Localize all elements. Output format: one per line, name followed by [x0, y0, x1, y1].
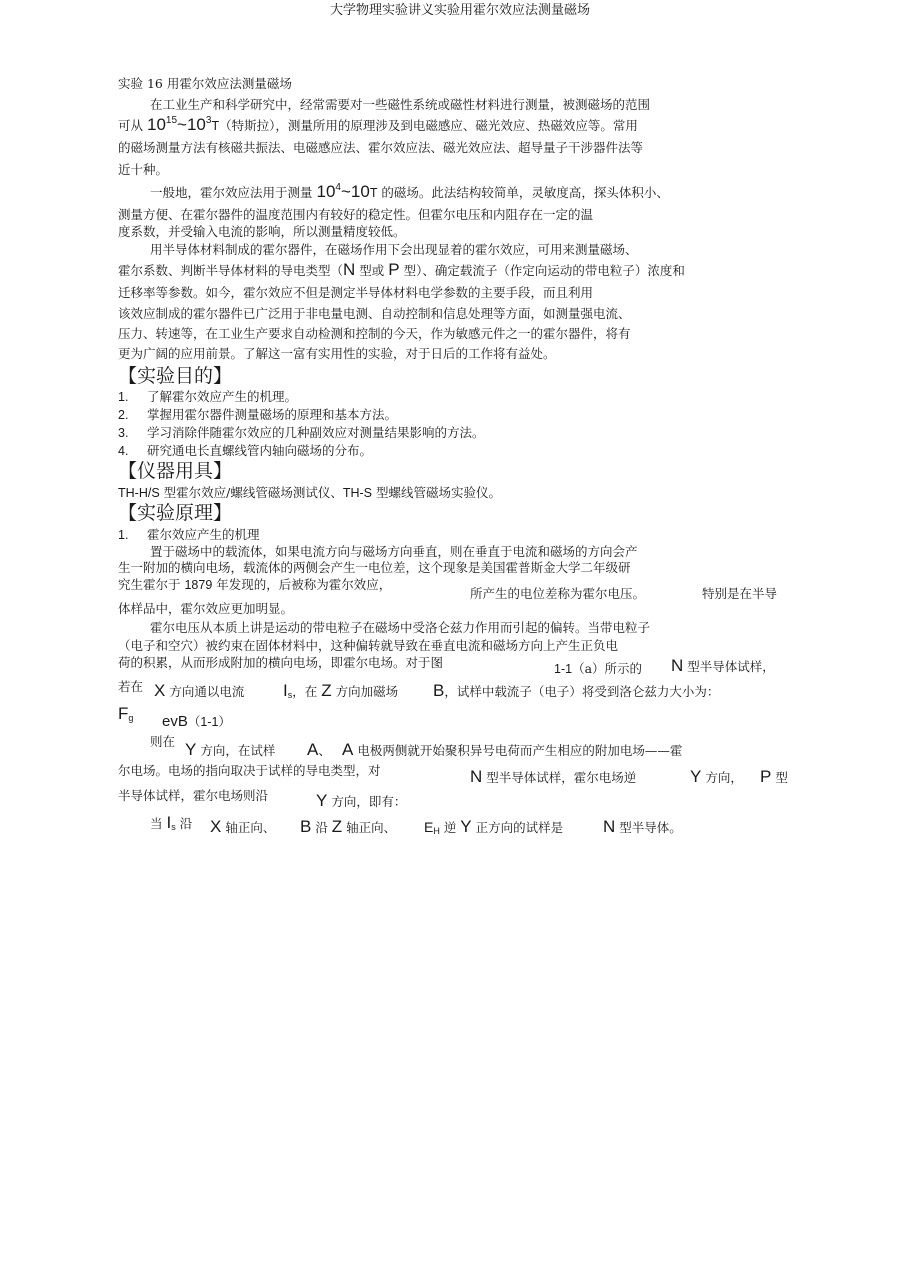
- principle-then: 则在: [150, 734, 176, 749]
- purpose-item-4-num: 4.: [118, 444, 129, 458]
- purpose-item-1: 了解霍尔效应产生的机理。: [147, 389, 298, 404]
- page-header-title: 大学物理实验讲义实验用霍尔效应法测量磁场: [329, 3, 590, 18]
- principle-p1-line-4: 体样品中，霍尔效应更加明显。: [118, 601, 294, 616]
- principle-p2-line-3-cont: 1-1（a）所示的: [554, 661, 643, 676]
- principle-p1-line-1: 置于磁场中的载流体，如果电流方向与磁场方向垂直，则在垂直于电流和磁场的方向会产: [150, 544, 638, 559]
- principle-line-6-b: A、: [307, 740, 331, 759]
- principle-p2-line-3: 荷的积累，从而形成附加的横向电场，即霍尔电场。对于图: [118, 655, 444, 670]
- para2-line-1: 一般地，霍尔效应法用于测量 $10^4\sim 10T$ 的磁场。此法结构较简单，灵敏度高，探头体积小、: [150, 182, 669, 201]
- principle-line-7-b: N 型半导体试样，霍尔电场逆: [470, 767, 637, 786]
- para3-line-1: 用半导体材料制成的霍尔器件，在磁场作用下会出现显着的霍尔效应，可用来测量磁场、: [150, 242, 638, 257]
- principle-subtitle: 霍尔效应产生的机理: [147, 527, 260, 542]
- purpose-item-4: 研究通电长直螺线管内轴向磁场的分布。: [147, 443, 373, 458]
- para3-line-3: 迁移率等参数。如今，霍尔效应不但是测定半导体材料电学参数的主要手段，而且利用: [118, 285, 594, 300]
- principle-p2-line-4: X 方向通以电流: [154, 681, 245, 700]
- para3-line-4: 该效应制成的霍尔器件已广泛用于非电量电测、自动控制和信息处理等方面，如测量强电流、: [118, 306, 631, 321]
- principle-line-9-c: B 沿 Z 轴正向、: [300, 817, 397, 836]
- purpose-item-2-num: 2.: [118, 408, 129, 422]
- lorentz-force-symbol: $F_g$: [118, 704, 134, 723]
- purpose-item-1-num: 1.: [118, 390, 129, 404]
- principle-p2-line-4-b: $I_s$，在 Z 方向加磁场: [283, 681, 399, 700]
- principle-p1-line-2: 生一附加的横向电场，载流体的两侧会产生一电位差，这个现象是美国霍普斯金大学二年级研: [118, 560, 631, 575]
- principle-p2-line-1: 霍尔电压从本质上讲是运动的带电粒子在磁场中受洛仑兹力作用而引起的偏转。当带电粒子: [150, 620, 651, 635]
- purpose-item-3: 学习消除伴随霍尔效应的几种副效应对测量结果影响的方法。: [147, 425, 485, 440]
- purpose-item-3-num: 3.: [118, 426, 129, 440]
- lorentz-formula: evB（1-1）: [162, 713, 231, 730]
- principle-line-7-c: Y 方向，: [690, 767, 743, 786]
- principle-p2-line-4-start: 若在: [118, 679, 144, 694]
- intro-line-3: 的磁场测量方法有核磁共振法、电磁感应法、霍尔效应法、磁光效应法、超导量子干涉器件法等: [118, 140, 644, 155]
- principle-p2-line-2: （电子和空穴）被约束在固体材料中，这种偏转就导致在垂直电流和磁场方向上产生正负电: [118, 638, 619, 653]
- section-heading-equipment: 【仪器用具】: [118, 460, 233, 482]
- principle-p2-line-4-c: B，试样中载流子（电子）将受到洛仑兹力大小为：: [433, 681, 720, 700]
- document-title: 实验 16 用霍尔效应法测量磁场: [118, 76, 292, 91]
- section-heading-purpose: 【实验目的】: [118, 365, 233, 387]
- para3-line-6: 更为广阔的应用前景。了解这一富有实用性的实验，对于日后的工作将有益处。: [118, 346, 556, 361]
- section-heading-principle: 【实验原理】: [118, 502, 233, 524]
- principle-sub-num: 1.: [118, 528, 129, 542]
- purpose-item-2: 掌握用霍尔器件测量磁场的原理和基本方法。: [147, 407, 398, 422]
- equipment-text: TH-H/S 型霍尔效应/螺线管磁场测试仪、TH-S 型螺线管磁场实验仪。: [118, 485, 502, 500]
- principle-line-9: 当 $I_s$ 沿: [150, 813, 193, 832]
- intro-line-1: 在工业生产和科学研究中，经常需要对一些磁性系统或磁性材料进行测量，被测磁场的范围: [150, 97, 651, 112]
- principle-line-6-c: A 电极两侧就开始聚积异号电荷而产生相应的附加电场——霍: [342, 740, 683, 759]
- principle-p1-line-3: 究生霍尔于 1879 年发现的，后被称为霍尔效应，: [118, 577, 392, 592]
- principle-line-7: 尔电场。电场的指向取决于试样的导电类型，对: [118, 763, 381, 778]
- principle-p1-line-3-cont: 所产生的电位差称为霍尔电压。: [470, 586, 646, 601]
- intro-line-4: 近十种。: [118, 162, 169, 177]
- para2-line-3: 度系数，并受输入电流的影响，所以测量精度较低。: [118, 224, 406, 239]
- principle-line-7-d: P 型: [760, 767, 788, 786]
- principle-line-8-b: Y 方向，即有：: [316, 791, 407, 810]
- principle-line-9-e: N 型半导体。: [603, 817, 682, 836]
- para2-line-2: 测量方便、在霍尔器件的温度范围内有较好的稳定性。但霍尔电压和内阻存在一定的温: [118, 207, 594, 222]
- principle-p1-line-3-tail: 特别是在半导: [702, 586, 778, 601]
- para3-line-5: 压力、转速等，在工业生产要求自动检测和控制的今天，作为敏感元件之一的霍尔器件，将有: [118, 326, 631, 341]
- principle-line-6: Y 方向，在试样: [185, 740, 276, 759]
- principle-p2-line-3-tail: N 型半导体试样，: [671, 656, 775, 675]
- principle-line-9-b: X 轴正向、: [210, 817, 276, 836]
- intro-line-2: 可从 $10^{15}\sim 10^3T$（特斯拉），测量所用的原理涉及到电磁感应、磁光效应、热磁效应等。常用: [118, 115, 638, 134]
- principle-line-8: 半导体试样，霍尔电场则沿: [118, 788, 269, 803]
- principle-line-9-d: $E_H$ 逆 Y 正方向的试样是: [424, 817, 564, 836]
- para3-line-2: 霍尔系数、判断半导体材料的导电类型（N 型或 P 型）、确定载流子（作定向运动的带电粒子）浓度和: [118, 260, 685, 279]
